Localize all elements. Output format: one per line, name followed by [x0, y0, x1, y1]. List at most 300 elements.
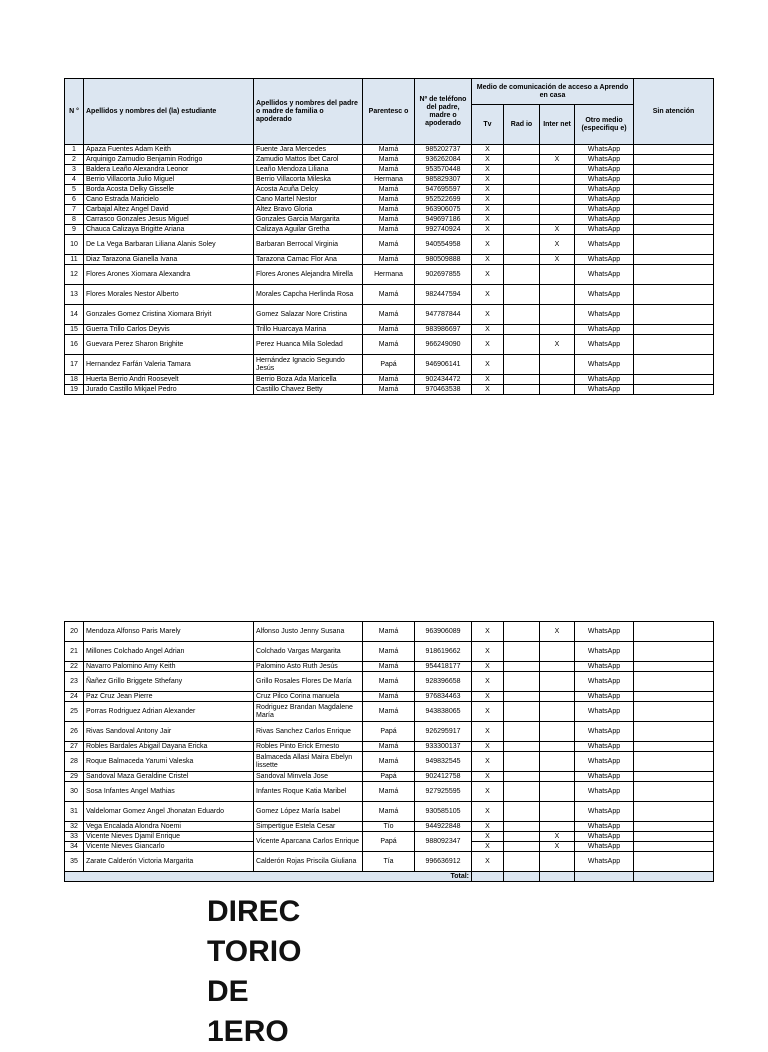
relation: Mamá [363, 305, 415, 325]
radio-mark [504, 165, 540, 175]
relation: Mamá [363, 195, 415, 205]
parent-name: Tarazona Camac Flor Ana [254, 255, 363, 265]
radio-mark [504, 822, 540, 832]
relation: Mamá [363, 752, 415, 772]
radio-mark [504, 385, 540, 395]
no-attention [634, 692, 714, 702]
radio-mark [504, 355, 540, 375]
internet-mark [540, 195, 575, 205]
no-attention [634, 385, 714, 395]
header-number: N ° [65, 79, 84, 145]
phone-number: 992740924 [415, 225, 472, 235]
table-row [65, 802, 714, 822]
overlay-line: TORIO [207, 935, 302, 968]
student-name: Jurado Castillo Mikjael Pedro [84, 385, 254, 395]
radio-mark [504, 662, 540, 672]
internet-mark: X [540, 235, 575, 255]
internet-mark [540, 802, 575, 822]
student-name: Chauca Calizaya Brigitte Ariana [84, 225, 254, 235]
relation: Mamá [363, 375, 415, 385]
other-medium: WhatsApp [575, 205, 634, 215]
student-name: Hernandez Farfán Valeria Tamara [84, 355, 254, 375]
table-row [65, 772, 714, 782]
tv-mark: X [472, 662, 504, 672]
student-name: Guevara Perez Sharon Brighite [84, 335, 254, 355]
tv-mark: X [472, 772, 504, 782]
radio-mark [504, 335, 540, 355]
other-medium: WhatsApp [575, 175, 634, 185]
phone-number: 927925595 [415, 782, 472, 802]
phone-number: 954418177 [415, 662, 472, 672]
relation: Mamá [363, 802, 415, 822]
table-row [65, 155, 714, 165]
row-number: 20 [65, 622, 84, 642]
relation: Mamá [363, 692, 415, 702]
student-name: Rivas Sandoval Antony Jair [84, 722, 254, 742]
table-row [65, 265, 714, 285]
no-attention [634, 782, 714, 802]
no-attention [634, 145, 714, 155]
parent-name: Calderón Rojas Priscila Giuliana [254, 852, 363, 872]
row-number: 18 [65, 375, 84, 385]
other-medium: WhatsApp [575, 195, 634, 205]
relation: Mamá [363, 235, 415, 255]
radio-mark [504, 692, 540, 702]
other-medium: WhatsApp [575, 385, 634, 395]
row-number: 24 [65, 692, 84, 702]
row-number: 13 [65, 285, 84, 305]
tv-mark: X [472, 215, 504, 225]
row-number: 31 [65, 802, 84, 822]
other-medium: WhatsApp [575, 255, 634, 265]
header-no-attention: Sin atención [634, 79, 714, 145]
table-row [65, 195, 714, 205]
header-student: Apellidos y nombres del (la) estudiante [84, 79, 254, 145]
overlay-line: DE [207, 975, 249, 1008]
relation: Mamá [363, 385, 415, 395]
row-number: 10 [65, 235, 84, 255]
radio-mark [504, 672, 540, 692]
table-row [65, 642, 714, 662]
radio-mark [504, 225, 540, 235]
table-row [65, 255, 714, 265]
header-media-group: Medio de comunicación de acceso a Aprendo en casa [472, 79, 634, 105]
relation: Mamá [363, 622, 415, 642]
relation: Mamá [363, 642, 415, 662]
internet-mark [540, 305, 575, 325]
parent-name: Palomino Asto Ruth Jesús [254, 662, 363, 672]
other-medium: WhatsApp [575, 285, 634, 305]
phone-number: 949697186 [415, 215, 472, 225]
no-attention [634, 175, 714, 185]
radio-mark [504, 145, 540, 155]
parent-name: Zamudio Mattos Ibet Carol [254, 155, 363, 165]
phone-number: 963906089 [415, 622, 472, 642]
tv-mark: X [472, 305, 504, 325]
phone-number: 947787844 [415, 305, 472, 325]
row-number: 35 [65, 852, 84, 872]
student-name: Ñañez Grillo Briggete Sthefany [84, 672, 254, 692]
total-row [65, 872, 714, 882]
relation: Mamá [363, 225, 415, 235]
other-medium: WhatsApp [575, 305, 634, 325]
row-number: 1 [65, 145, 84, 155]
header-internet: Inter net [540, 105, 575, 145]
internet-mark [540, 175, 575, 185]
row-number: 6 [65, 195, 84, 205]
internet-mark [540, 355, 575, 375]
tv-mark: X [472, 355, 504, 375]
tv-mark: X [472, 642, 504, 662]
other-medium: WhatsApp [575, 375, 634, 385]
other-medium: WhatsApp [575, 165, 634, 175]
phone-number: 902434472 [415, 375, 472, 385]
student-name: Vicente Nieves Djamil Enrique [84, 832, 254, 842]
row-number: 28 [65, 752, 84, 772]
student-name: Vicente Nieves Giancarlo [84, 842, 254, 852]
other-medium: WhatsApp [575, 215, 634, 225]
phone-number: 940554958 [415, 235, 472, 255]
student-name: Guerra Trillo Carlos Deyvis [84, 325, 254, 335]
student-name: Arquinigo Zamudio Benjamin Rodrigo [84, 155, 254, 165]
internet-mark [540, 265, 575, 285]
radio-mark [504, 195, 540, 205]
table-row [65, 702, 714, 722]
other-medium: WhatsApp [575, 822, 634, 832]
other-medium: WhatsApp [575, 265, 634, 285]
internet-mark [540, 692, 575, 702]
internet-mark: X [540, 335, 575, 355]
relation: Mamá [363, 742, 415, 752]
no-attention [634, 772, 714, 782]
tv-mark: X [472, 175, 504, 185]
tv-mark: X [472, 375, 504, 385]
tv-mark: X [472, 335, 504, 355]
tv-mark: X [472, 165, 504, 175]
parent-name: Rodriguez Brandan Magdalene María [254, 702, 363, 722]
table-row [65, 822, 714, 832]
relation: Mamá [363, 165, 415, 175]
row-number: 21 [65, 642, 84, 662]
tv-mark: X [472, 385, 504, 395]
table-row [65, 215, 714, 225]
phone-number: 985202737 [415, 145, 472, 155]
radio-mark [504, 375, 540, 385]
phone-number: 902412758 [415, 772, 472, 782]
radio-mark [504, 215, 540, 225]
student-name: Flores Arones Xiomara Alexandra [84, 265, 254, 285]
no-attention [634, 325, 714, 335]
relation: Mamá [363, 215, 415, 225]
header-relation: Parentesc o [363, 79, 415, 145]
other-medium: WhatsApp [575, 355, 634, 375]
row-number: 2 [65, 155, 84, 165]
internet-mark [540, 205, 575, 215]
tv-mark: X [472, 832, 504, 842]
parent-name: Berrio Boza Ada Maricella [254, 375, 363, 385]
parent-name: Trillo Huarcaya Marina [254, 325, 363, 335]
parent-name: Alfonso Justo Jenny Susana [254, 622, 363, 642]
tv-mark: X [472, 235, 504, 255]
radio-mark [504, 752, 540, 772]
parent-name: Colchado Vargas Margarita [254, 642, 363, 662]
no-attention [634, 255, 714, 265]
table-row [65, 235, 714, 255]
parent-name: Gomez Salazar Nore Cristina [254, 305, 363, 325]
tv-mark: X [472, 265, 504, 285]
row-number: 33 [65, 832, 84, 842]
parent-name: Simpertigue Estela Cesar [254, 822, 363, 832]
relation: Mamá [363, 285, 415, 305]
internet-mark [540, 752, 575, 772]
student-name: De La Vega Barbaran Liliana Alanis Soley [84, 235, 254, 255]
parent-name: Acosta Acuña Delcy [254, 185, 363, 195]
no-attention [634, 355, 714, 375]
no-attention [634, 742, 714, 752]
internet-mark [540, 822, 575, 832]
phone-number: 944922848 [415, 822, 472, 832]
phone-number: 985829307 [415, 175, 472, 185]
internet-mark: X [540, 832, 575, 842]
no-attention [634, 842, 714, 852]
parent-name: Hernández Ignacio Segundo Jesús [254, 355, 363, 375]
other-medium: WhatsApp [575, 742, 634, 752]
tv-mark: X [472, 782, 504, 802]
row-number: 25 [65, 702, 84, 722]
radio-mark [504, 285, 540, 305]
parent-name: Fuente Jara Mercedes [254, 145, 363, 155]
table-row [65, 205, 714, 215]
parent-name: Sandoval Minvela Jose [254, 772, 363, 782]
phone-number: 946906141 [415, 355, 472, 375]
parent-name: Vicente Aparcana Carlos Enrique [254, 832, 363, 852]
relation: Hermana [363, 265, 415, 285]
parent-name: Gomez López María Isabel [254, 802, 363, 822]
tv-mark: X [472, 285, 504, 305]
radio-mark [504, 325, 540, 335]
student-name: Zarate Calderón Victoria Margarita [84, 852, 254, 872]
radio-mark [504, 832, 540, 842]
relation: Mamá [363, 255, 415, 265]
no-attention [634, 662, 714, 672]
internet-mark [540, 722, 575, 742]
internet-mark [540, 642, 575, 662]
no-attention [634, 155, 714, 165]
row-number: 12 [65, 265, 84, 285]
no-attention [634, 722, 714, 742]
internet-mark: X [540, 255, 575, 265]
student-name: Porras Rodriguez Adrian Alexander [84, 702, 254, 722]
no-attention [634, 642, 714, 662]
internet-mark [540, 375, 575, 385]
no-attention [634, 305, 714, 325]
table-row [65, 305, 714, 325]
students-table-part-1 [64, 78, 714, 395]
radio-mark [504, 305, 540, 325]
internet-mark [540, 772, 575, 782]
no-attention [634, 335, 714, 355]
tv-mark: X [472, 742, 504, 752]
student-name: Diaz Tarazona Gianella Ivana [84, 255, 254, 265]
relation: Papá [363, 832, 415, 852]
row-number: 3 [65, 165, 84, 175]
other-medium: WhatsApp [575, 145, 634, 155]
relation: Mamá [363, 145, 415, 155]
internet-mark: X [540, 155, 575, 165]
tv-mark: X [472, 852, 504, 872]
row-number: 11 [65, 255, 84, 265]
student-name: Flores Morales Nestor Alberto [84, 285, 254, 305]
radio-mark [504, 622, 540, 642]
radio-mark [504, 255, 540, 265]
other-medium: WhatsApp [575, 155, 634, 165]
student-name: Borda Acosta Delky Gisselle [84, 185, 254, 195]
header-other: Otro medio (especifiqu e) [575, 105, 634, 145]
phone-number: 953570448 [415, 165, 472, 175]
other-medium: WhatsApp [575, 692, 634, 702]
student-name: Baldera Leaño Alexandra Leonor [84, 165, 254, 175]
row-number: 34 [65, 842, 84, 852]
no-attention [634, 752, 714, 772]
overlay-text [207, 892, 301, 1052]
phone-number: 970463538 [415, 385, 472, 395]
internet-mark [540, 672, 575, 692]
row-number: 5 [65, 185, 84, 195]
radio-mark [504, 742, 540, 752]
relation: Mamá [363, 325, 415, 335]
phone-number: 928396658 [415, 672, 472, 692]
radio-mark [504, 175, 540, 185]
relation: Papá [363, 355, 415, 375]
row-number: 27 [65, 742, 84, 752]
tv-mark: X [472, 195, 504, 205]
no-attention [634, 852, 714, 872]
relation: Papá [363, 772, 415, 782]
parent-name: Cruz Pilco Corina manuela [254, 692, 363, 702]
tv-mark: X [472, 325, 504, 335]
other-medium: WhatsApp [575, 672, 634, 692]
no-attention [634, 285, 714, 305]
internet-mark [540, 662, 575, 672]
row-number: 16 [65, 335, 84, 355]
other-medium: WhatsApp [575, 225, 634, 235]
row-number: 15 [65, 325, 84, 335]
student-name: Huerta Berrio Andri Roosevelt [84, 375, 254, 385]
row-number: 17 [65, 355, 84, 375]
tv-mark: X [472, 155, 504, 165]
tv-mark: X [472, 842, 504, 852]
radio-mark [504, 722, 540, 742]
internet-mark [540, 185, 575, 195]
table-row [65, 742, 714, 752]
phone-number: 982447594 [415, 285, 472, 305]
student-name: Vega Encalada Alondra Noemi [84, 822, 254, 832]
relation: Mamá [363, 702, 415, 722]
phone-number: 918619662 [415, 642, 472, 662]
student-name: Navarro Palomino Amy Keith [84, 662, 254, 672]
no-attention [634, 235, 714, 255]
student-name: Valdelomar Gomez Angel Jhonatan Eduardo [84, 802, 254, 822]
row-number: 14 [65, 305, 84, 325]
parent-name: Castillo Chavez Betty [254, 385, 363, 395]
internet-mark [540, 852, 575, 872]
radio-mark [504, 702, 540, 722]
no-attention [634, 205, 714, 215]
other-medium: WhatsApp [575, 702, 634, 722]
relation: Mamá [363, 782, 415, 802]
table-row [65, 722, 714, 742]
internet-mark [540, 145, 575, 155]
no-attention [634, 832, 714, 842]
other-medium: WhatsApp [575, 235, 634, 255]
other-medium: WhatsApp [575, 662, 634, 672]
internet-mark: X [540, 622, 575, 642]
relation: Mamá [363, 662, 415, 672]
parent-name: Robles Pinto Erick Ernesto [254, 742, 363, 752]
phone-number: 963906075 [415, 205, 472, 215]
tv-mark: X [472, 205, 504, 215]
relation: Mamá [363, 205, 415, 215]
student-name: Carrasco Gonzales Jesus Miguel [84, 215, 254, 225]
student-name: Sandoval Maza Geraldine Cristel [84, 772, 254, 782]
radio-mark [504, 642, 540, 662]
student-name: Robles Bardales Abigail Dayana Ericka [84, 742, 254, 752]
phone-number: 966249090 [415, 335, 472, 355]
no-attention [634, 165, 714, 175]
relation: Tía [363, 852, 415, 872]
row-number: 22 [65, 662, 84, 672]
radio-mark [504, 155, 540, 165]
table-row [65, 175, 714, 185]
student-name: Cano Estrada Maricielo [84, 195, 254, 205]
phone-number: 952522699 [415, 195, 472, 205]
internet-mark [540, 702, 575, 722]
row-number: 19 [65, 385, 84, 395]
other-medium: WhatsApp [575, 842, 634, 852]
parent-name: Leaño Mendoza Liliana [254, 165, 363, 175]
internet-mark [540, 742, 575, 752]
relation: Mamá [363, 335, 415, 355]
row-number: 7 [65, 205, 84, 215]
parent-name: Berrio Villacorta Mileska [254, 175, 363, 185]
no-attention [634, 622, 714, 642]
table-row [65, 622, 714, 642]
radio-mark [504, 235, 540, 255]
tv-mark: X [472, 622, 504, 642]
phone-number: 976834463 [415, 692, 472, 702]
tv-mark: X [472, 145, 504, 155]
table-row [65, 325, 714, 335]
tv-mark: X [472, 722, 504, 742]
other-medium: WhatsApp [575, 722, 634, 742]
header-tv: Tv [472, 105, 504, 145]
relation: Mamá [363, 672, 415, 692]
other-medium: WhatsApp [575, 832, 634, 842]
tv-mark: X [472, 752, 504, 772]
radio-mark [504, 772, 540, 782]
parent-name: Infantes Roque Katia Maribel [254, 782, 363, 802]
other-medium: WhatsApp [575, 642, 634, 662]
radio-mark [504, 185, 540, 195]
table-row [65, 752, 714, 772]
other-medium: WhatsApp [575, 185, 634, 195]
parent-name: Balmaceda Allasi Maira Ebelyn lissette [254, 752, 363, 772]
relation: Hermana [363, 175, 415, 185]
table-row [65, 145, 714, 155]
phone-number: 980509888 [415, 255, 472, 265]
other-medium: WhatsApp [575, 622, 634, 642]
no-attention [634, 265, 714, 285]
